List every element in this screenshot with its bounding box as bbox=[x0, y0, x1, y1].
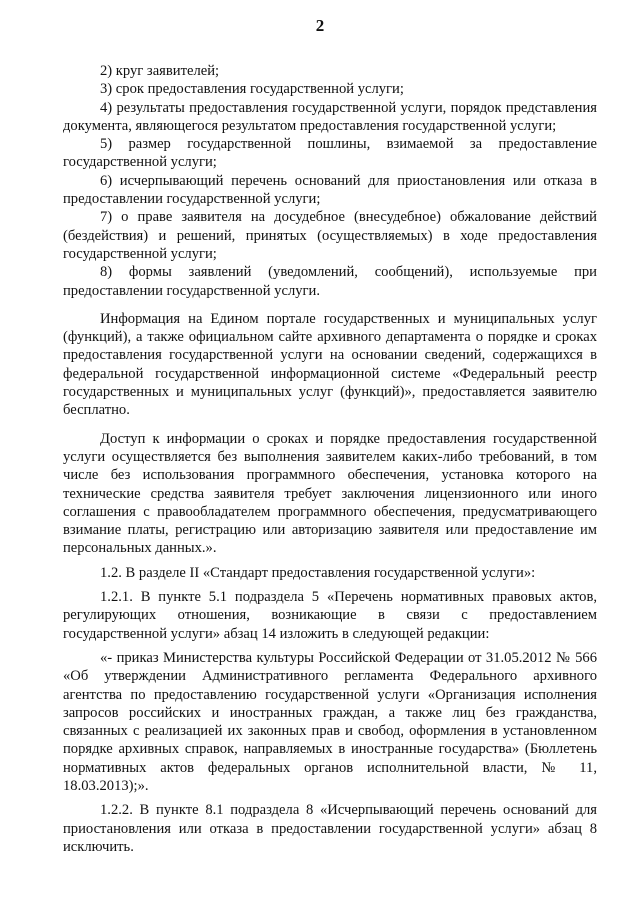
document-body bbox=[63, 62, 597, 856]
list-item-applicants: 2) круг заявителей; bbox=[100, 63, 220, 79]
paragraph-access-info: Доступ к информации о сроках и порядке предоставления государственной услуги осуществляется без выполнения заявителем каких-либо требований, в том числе без использования программного обеспечения, установка которого на технические средства заявителя требует заключения лицензионного или иного соглашения с правообладателем программного обеспечения, предусматривающего взимание платы, регистрацию или авторизацию заявителя или предоставление им персональных данных.». bbox=[63, 430, 597, 557]
list-item-appeal: 7) о праве заявителя на досудебное (внесудебное) обжалование действий (бездействия) и решений, принятых (осуществляемых) в ходе предоставления государственной услуги; bbox=[63, 209, 597, 262]
paragraph-portal-info: Информация на Едином портале государственных и муниципальных услуг (функций), а также официальном сайте архивного департамента о порядке и сроках предоставления государственной услуги на основании сведений, содержащихся в федеральной государственной информационной системе «Федеральный реестр государственных и муниципальных услуг (функций)», предоставляется заявителю бесплатно. bbox=[63, 310, 597, 419]
page-number: 2 bbox=[315, 16, 325, 35]
paragraph-order-quote: «- приказ Министерства культуры Российской Федерации от 31.05.2012 № 566 «Об утверждении Административного регламента Федерального архивного агентства по предоставлению государственной услуги «Организация исполнения запросов российских и иностранных граждан, а также лиц без гражданства, связанных с реализацией их законных прав и свобод, оформления в установленном порядке архивных справок, направляемых в иностранные государства» (Бюллетень нормативных актов федеральных органов исполнительной власти, № 11, 18.03.2013);». bbox=[63, 649, 597, 794]
list-item-grounds: 6) исчерпывающий перечень оснований для приостановления или отказа в предоставлении государственной услуги; bbox=[63, 172, 597, 208]
list-item-fee: 5) размер государственной пошлины, взимаемой за предоставление государственной услуги; bbox=[63, 136, 597, 171]
paragraph-section-1-2-2: 1.2.2. В пункте 8.1 подраздела 8 «Исчерпывающий перечень оснований для приостановления или отказа в предоставлении государственной услуги» абзац 8 исключить. bbox=[63, 802, 597, 855]
list-item-results: 4) результаты предоставления государственной услуги, порядок представления документа, являющегося результатом предоставления государственной услуги; bbox=[63, 99, 597, 134]
paragraph-section-1-2-1: 1.2.1. В пункте 5.1 подраздела 5 «Перечень нормативных правовых актов, регулирующих отношения, возникающие в связи с предоставлением государственной услуги» абзац 14 изложить в следующей редакции: bbox=[63, 589, 597, 642]
list-item-forms: 8) формы заявлений (уведомлений, сообщений), используемые при предоставлении государственной услуги. bbox=[63, 264, 597, 299]
list-item-term: 3) срок предоставления государственной услуги; bbox=[100, 81, 404, 98]
paragraph-section-1-2: 1.2. В разделе II «Стандарт предоставления государственной услуги»: bbox=[100, 564, 536, 581]
